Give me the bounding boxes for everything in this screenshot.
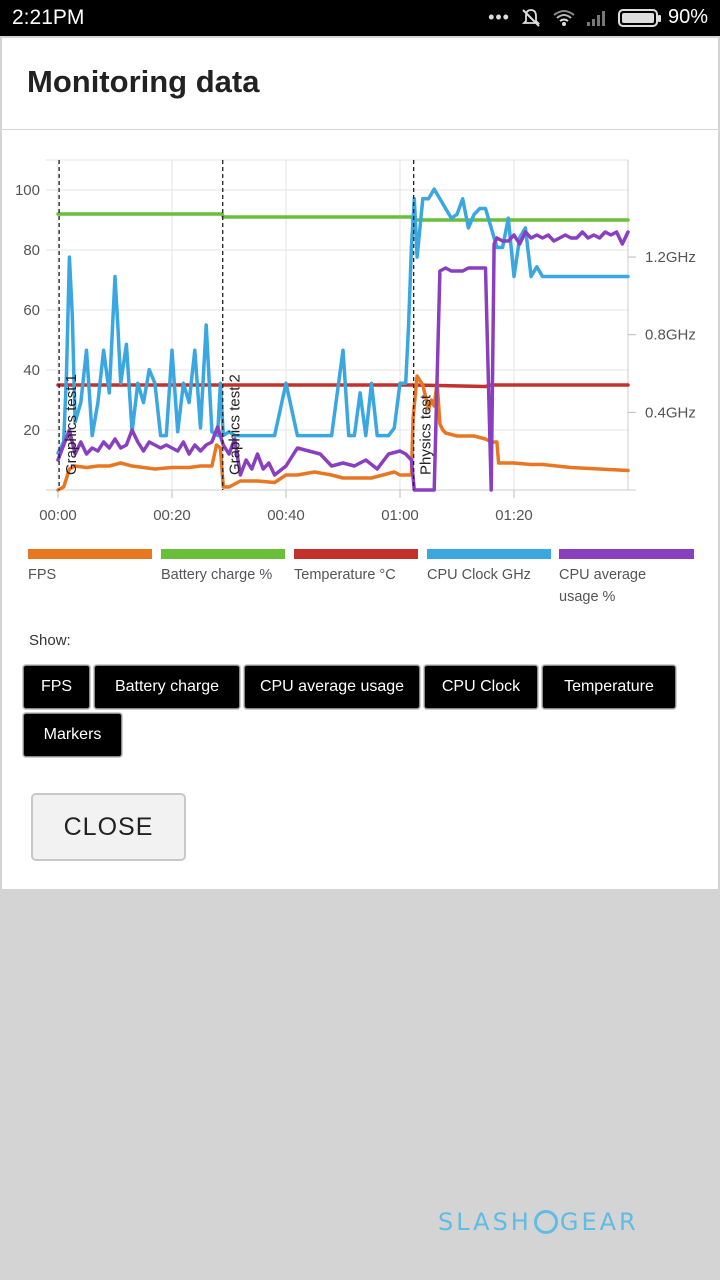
show-label: Show: [29, 632, 71, 649]
y-left-tick-label: 60 [23, 302, 40, 319]
toggle-temperature-button[interactable]: Temperature [542, 665, 676, 709]
wifi-icon [552, 8, 576, 28]
signal-dots-icon: ••• [488, 7, 510, 27]
legend-swatch-battery [161, 549, 285, 559]
legend-swatch-fps [28, 549, 152, 559]
y-left-tick-label: 20 [23, 422, 40, 439]
toggle-cpu-average-usage-button[interactable]: CPU average usage [244, 665, 420, 709]
series-temperature-line [58, 385, 628, 387]
monitoring-dialog [2, 38, 718, 889]
cell-signal-icon [586, 9, 608, 27]
legend-swatch-cpu-usage [559, 549, 694, 559]
legend-label-cpu-clock: CPU Clock GHz [427, 567, 531, 583]
series-cpu-clock-line [58, 189, 628, 453]
mute-icon [520, 7, 542, 29]
toggle-fps-button[interactable]: FPS [23, 665, 90, 709]
legend-item-fps [28, 549, 152, 586]
battery-percent: 90% [667, 6, 708, 28]
toggle-cpu-clock-button[interactable]: CPU Clock [424, 665, 538, 709]
x-tick-label: 01:00 [381, 507, 419, 524]
chart-legend [28, 549, 700, 609]
x-tick-label: 00:20 [153, 507, 191, 524]
toggle-markers-button[interactable]: Markers [23, 713, 122, 757]
status-time: 2:21PM [12, 6, 85, 29]
x-tick-label: 00:40 [267, 507, 305, 524]
legend-label-temperature: Temperature °C [294, 567, 396, 583]
y-left-tick-label: 80 [23, 242, 40, 259]
watermark-right: GEAR [559, 1208, 639, 1236]
y-right-tick-label: 0.8GHz [645, 326, 696, 344]
status-bar [0, 0, 720, 36]
y-left-tick-label: 40 [23, 362, 40, 379]
watermark-left: SLASH [438, 1208, 532, 1236]
legend-item-cpu-clock [427, 549, 551, 586]
legend-item-temperature [294, 549, 418, 586]
slashgear-logo-icon [534, 1210, 558, 1234]
marker-label: Physics test [417, 394, 435, 475]
marker-label: Graphics test 1 [63, 374, 81, 475]
x-tick-label: 01:20 [495, 507, 533, 524]
status-icons [488, 6, 708, 29]
toggle-battery-charge-button[interactable]: Battery charge [94, 665, 240, 709]
monitoring-chart [2, 38, 718, 528]
series-battery-line [58, 214, 628, 220]
close-button[interactable]: CLOSE [31, 793, 186, 861]
legend-item-cpu-usage [559, 549, 694, 608]
legend-swatch-cpu-clock [427, 549, 551, 559]
legend-swatch-temperature [294, 549, 418, 559]
y-right-tick-label: 0.4GHz [645, 404, 696, 422]
legend-label-cpu-usage: CPU average usage % [559, 567, 647, 605]
legend-label-fps: FPS [28, 567, 57, 583]
battery-icon [618, 9, 658, 27]
y-right-tick-label: 1.2GHz [645, 249, 696, 267]
dialog-title: Monitoring data [27, 64, 260, 99]
marker-label: Graphics test 2 [226, 374, 244, 475]
slashgear-watermark [438, 1208, 639, 1236]
legend-label-battery: Battery charge % [161, 567, 273, 583]
legend-item-battery [161, 549, 285, 586]
x-tick-label: 00:00 [39, 507, 77, 524]
y-left-tick-label: 100 [14, 182, 40, 199]
